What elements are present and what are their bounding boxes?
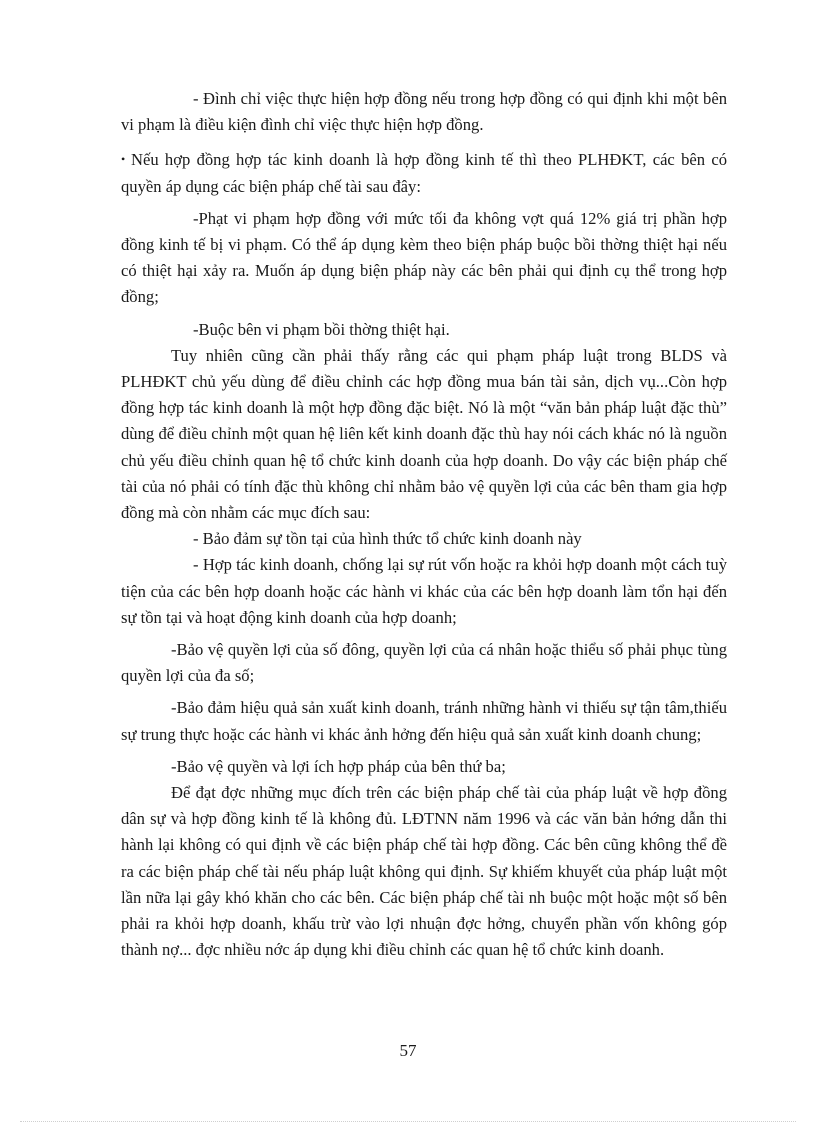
paragraph-however: Tuy nhiên cũng cần phải thấy rằng các qui phạm pháp luật trong BLDS và PLHĐKT chủ yếu dùng để điều chỉnh các hợp đồng mua bán tài sản, dịch vụ...Còn hợp đồng hợp tác kinh doanh là một hợp đồng đặc biệt. Nó là một “văn bản pháp luật đặc thù” dùng để điều chỉnh một quan hệ liên kết kinh doanh đặc thù hay nói cách khác nó là nguồn chủ yếu điều chỉnh quan hệ tổ chức kinh doanh của hợp doanh. Do vậy các biện pháp chế tài của nó phải có tính đặc thù không chỉ nhằm bảo vệ quyền lợi của các bên tham gia hợp đồng mà còn nhằm các mục đích sau:	[121, 345, 727, 523]
paragraph-economic-contract-text: Nếu hợp đồng hợp tác kinh doanh là hợp đồng kinh tế thì theo PLHĐKT, các bên có quyền áp dụng các biện pháp chế tài sau đây:	[121, 150, 727, 196]
page-number: 57	[399, 1041, 417, 1060]
body-text	[121, 86, 727, 964]
paragraph-suspension: - Đình chỉ việc thực hiện hợp đồng nếu trong hợp đồng có qui định khi một bên vi phạm là điều kiện đình chỉ việc thực hiện hợp đồng.	[121, 89, 727, 135]
paragraph-ensure-existence: - Bảo đảm sự tồn tại của hình thức tổ chức kinh doanh này	[193, 529, 582, 549]
paragraph-compensation: -Buộc bên vi phạm bồi thờng thiệt hại.	[193, 319, 450, 339]
footer-divider	[20, 1121, 796, 1122]
paragraph-efficiency: -Bảo đảm hiệu quả sản xuất kinh doanh, tránh những hành vi thiếu sự tận tâm,thiếu sự trung thực hoặc các hành vi khác ảnh hởng đến hiệu quả sản xuất kinh doanh chung;	[121, 698, 727, 744]
paragraph-cooperation: - Hợp tác kinh doanh, chống lại sự rút vốn hoặc ra khỏi hợp doanh một cách tuỳ tiện của các bên hợp doanh hoặc các hành vi khác của các bên hợp doanh làm tổn hại đến sự tồn tại và hoạt động kinh doanh của hợp doanh;	[121, 555, 727, 627]
paragraph-majority-rights: -Bảo vệ quyền lợi của số đông, quyền lợi của cá nhân hoặc thiểu số phải phục tùng quyền lợi của đa số;	[121, 640, 727, 686]
bullet-icon: •	[121, 152, 126, 167]
paragraph-penalty: -Phạt vi phạm hợp đồng với mức tối đa không vợt quá 12% giá trị phần hợp đồng kinh tế bị vi phạm. Có thể áp dụng kèm theo biện pháp buộc bồi thờng thiệt hại nếu có thiệt hại xảy ra. Muốn áp dụng biện pháp này các bên phải qui định cụ thể trong hợp đồng;	[121, 208, 727, 307]
paragraph-economic-contract	[121, 146, 727, 199]
paragraph-third-party: -Bảo vệ quyền và lợi ích hợp pháp của bên thứ ba;	[171, 756, 506, 776]
paragraph-conclusion: Để đạt đợc những mục đích trên các biện pháp chế tài của pháp luật về hợp đồng dân sự và hợp đồng kinh tế là không đủ. LĐTNN năm 1996 và các văn bản hớng dẫn thi hành lại không có qui định về các biện pháp chế tài hợp đồng. Các bên cũng không thể đề ra các biện pháp chế tài nếu pháp luật không qui định. Sự khiếm khuyết của pháp luật một lần nữa lại gây khó khăn cho các bên. Các biện pháp chế tài nh buộc một hoặc một số bên phải ra khỏi hợp doanh, khấu trừ vào lợi nhuận đợc hởng, chuyển phần vốn không góp thành nợ... đợc nhiều nớc áp dụng khi điều chỉnh các quan hệ tổ chức kinh doanh.	[121, 783, 727, 960]
